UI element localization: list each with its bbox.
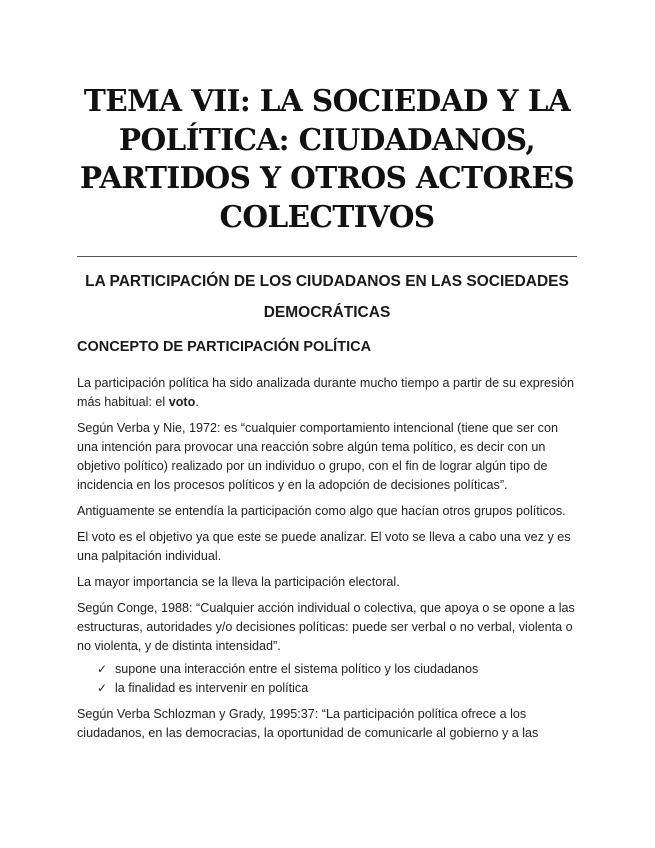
intro-bold-term: voto <box>168 395 196 409</box>
list-item <box>97 660 577 679</box>
check-icon: ✓ <box>97 681 108 695</box>
document-title: TEMA VII: LA SOCIEDAD Y LA POLÍTICA: CIUDADANOS, PARTIDOS Y OTROS ACTORES COLECTIVOS <box>79 83 575 234</box>
section-title: LA PARTICIPACIÓN DE LOS CIUDADANOS EN LAS SOCIEDADES DEMOCRÁTICAS <box>85 273 569 321</box>
paragraph-antiguamente: Antiguamente se entendía la participación como algo que hacían otros grupos políticos. <box>77 504 566 518</box>
bullet-text: la finalidad es intervenir en política <box>115 681 309 695</box>
intro-text: La participación política ha sido analizada durante mucho tiempo a partir de su expresión más habitual: el <box>77 376 575 409</box>
check-icon: ✓ <box>97 662 108 676</box>
title-divider <box>77 256 577 257</box>
bullet-list <box>77 660 577 698</box>
intro-paragraph <box>77 374 577 412</box>
document-body <box>77 374 577 743</box>
paragraph-conge: Según Conge, 1988: “Cualquier acción individual o colectiva, que apoya o se opone a las estructuras, autoridades y/o decisiones políticas: puede ser verbal o no verbal, violenta o no violenta, y de distinta intensidad”. <box>77 601 575 653</box>
document-page <box>77 0 577 743</box>
paragraph-voto: El voto es el objetivo ya que este se puede analizar. El voto se lleva a cabo una vez y es una palpitación individual. <box>77 530 571 563</box>
bullet-text: supone una interacción entre el sistema político y los ciudadanos <box>115 662 479 676</box>
intro-end: . <box>195 395 199 409</box>
paragraph-verba-schlozman: Según Verba Schlozman y Grady, 1995:37: “La participación política ofrece a los ciudadanos, en las democracias, la oportunidad de comunicarle al gobierno y a las <box>77 707 539 740</box>
paragraph-participacion-electoral: La mayor importancia se la lleva la participación electoral. <box>77 575 400 589</box>
list-item <box>97 679 577 698</box>
subsection-title: CONCEPTO DE PARTICIPACIÓN POLÍTICA <box>77 339 372 355</box>
paragraph-verba-nie: Según Verba y Nie, 1972: es “cualquier comportamiento intencional (tiene que ser con una intención para provocar una reacción sobre algún tema político, es decir con un objetivo político) realizado por un individuo o grupo, con el fin de lograr algún tipo de incidencia en los procesos políticos y en la adopción de decisiones políticas”. <box>77 421 558 492</box>
